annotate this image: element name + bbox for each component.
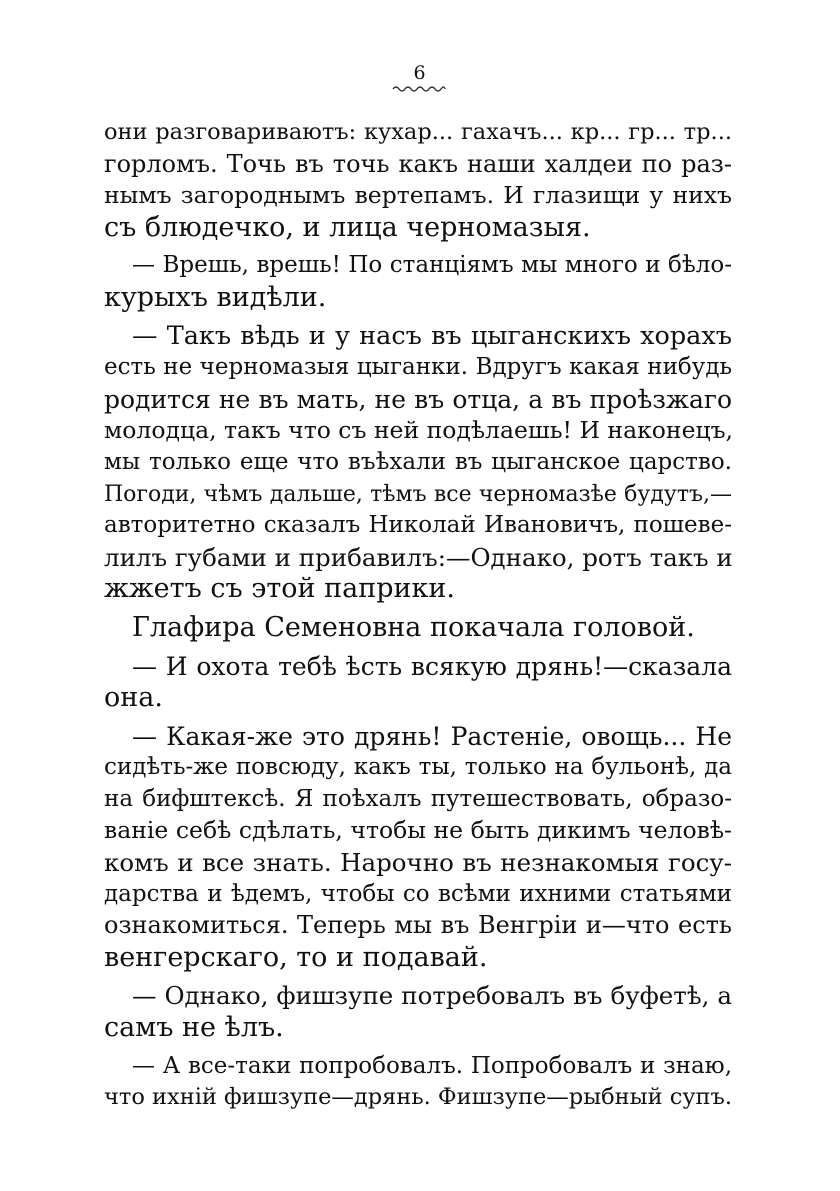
body-text: [104, 117, 732, 1114]
text-line: родится не въ мать, не въ отца, а въ проѣзжаго: [104, 384, 732, 414]
text-line: они разговариваютъ: кухар... гахачъ... кр... гр... тр...: [104, 119, 732, 145]
text-line: Глафира Семеновна покачала головой.: [132, 611, 695, 643]
text-line: молодца, такъ что съ ней подѣлаешь! И наконецъ,: [104, 416, 734, 445]
text-line: — И охота тебѣ ѣсть всякую дрянь!—сказала: [132, 651, 732, 681]
text-line: жжетъ съ этой паприки.: [104, 573, 455, 605]
text-line: ознакомиться. Теперь мы въ Венгріи и—что есть: [104, 911, 732, 940]
text-line: ваніе себѣ сдѣлать, чтобы не быть дикимъ человѣ-: [104, 816, 732, 845]
text-line: Погоди, чѣмъ дальше, тѣмъ все черномазѣе будутъ,—: [104, 481, 732, 507]
text-line: мы только еще что въѣхали въ цыганское царство.: [104, 448, 732, 475]
text-line: авторитетно сказалъ Николай Ивановичъ, пошеве-: [104, 512, 732, 539]
text-line: есть не черномазыя цыганки. Вдругъ какая нибудь: [104, 354, 732, 381]
text-line: съ блюдечко, и лица черномазыя.: [104, 211, 591, 243]
text-line: что ихній фишзупе—дрянь. Фишзупе—рыбный супъ.: [104, 1084, 733, 1111]
text-line: самъ не ѣлъ.: [104, 1012, 284, 1044]
text-line: нымъ загороднымъ вертепамъ. И глазищи у нихъ: [104, 181, 732, 210]
text-line: комъ и все знать. Нарочно въ незнакомыя госу-: [104, 848, 732, 878]
text-line: она.: [104, 682, 163, 714]
text-line: горломъ. Точь въ точь какъ наши халдеи по раз-: [104, 149, 732, 178]
text-line: — Однако, фишзупе потребовалъ въ буфетѣ, а: [132, 981, 732, 1011]
text-line: дарства и ѣдемъ, чтобы со всѣми ихними статьями: [104, 880, 732, 907]
text-line: на бифштексѣ. Я поѣхалъ путешествовать, образо-: [104, 785, 732, 812]
text-line: сидѣть-же повсюду, какъ ты, только на бульонѣ, да: [104, 754, 732, 781]
text-line: — Такъ вѣдь и у насъ въ цыганскихъ хорахъ: [132, 320, 732, 351]
text-line: — А все-таки попробовалъ. Попробовалъ и знаю,: [132, 1052, 732, 1079]
page-number: 6: [413, 62, 427, 84]
text-line: — Врешь, врешь! По станціямъ мы много и бѣло-: [132, 252, 732, 279]
page-number-ornament: [392, 84, 446, 94]
text-line: — Какая-же это дрянь! Растеніе, овощь... Не: [132, 721, 732, 751]
text-line: курыхъ видѣли.: [104, 281, 327, 313]
text-line: лилъ губами и прибавилъ:—Однако, ротъ такъ и: [104, 542, 733, 572]
text-line: венгерскаго, то и подавай.: [104, 941, 488, 973]
